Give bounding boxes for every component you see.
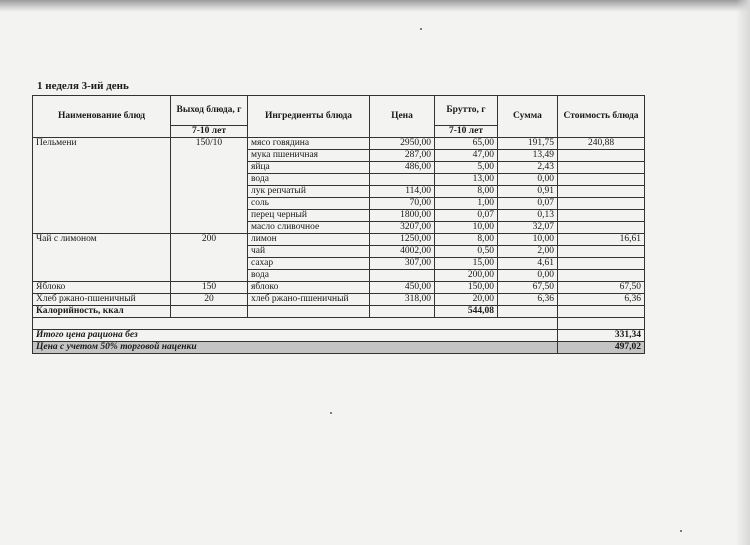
- scan-speck: [330, 412, 332, 414]
- ingredient-sum: 6,36: [498, 294, 558, 306]
- table-row: [33, 294, 645, 306]
- dish-cost: [558, 222, 645, 234]
- ingredient-gross: 15,00: [435, 258, 498, 270]
- ingredient-price: 318,00: [370, 294, 435, 306]
- empty-cell: [33, 318, 558, 330]
- calorie-label: Калорийность, ккал: [33, 306, 171, 318]
- ingredient-name: соль: [248, 198, 370, 210]
- ingredient-gross: 0,07: [435, 210, 498, 222]
- table-row: [33, 138, 645, 150]
- menu-cost-table: [32, 95, 645, 354]
- dish-cost: [558, 186, 645, 198]
- ingredient-name: перец черный: [248, 210, 370, 222]
- markup-value: 497,02: [558, 342, 645, 354]
- col-header-dish: Наименование блюд: [33, 96, 171, 138]
- table-body: [33, 138, 645, 354]
- dish-name: Пельмени: [33, 138, 171, 234]
- empty-cell: [248, 306, 370, 318]
- ingredient-name: мясо говядина: [248, 138, 370, 150]
- total-label: Итого цена рациона без: [33, 330, 558, 342]
- ingredient-gross: 150,00: [435, 282, 498, 294]
- ingredient-price: 287,00: [370, 150, 435, 162]
- scan-top-shadow: [0, 0, 750, 12]
- dish-name: Яблоко: [33, 282, 171, 294]
- ingredient-price: 2950,00: [370, 138, 435, 150]
- age-group-yield: 7-10 лет: [171, 126, 248, 138]
- ingredient-gross: 20,00: [435, 294, 498, 306]
- ingredient-sum: 191,75: [498, 138, 558, 150]
- ingredient-price: 1250,00: [370, 234, 435, 246]
- markup-row: [33, 342, 645, 354]
- empty-cell: [370, 306, 435, 318]
- ingredient-name: вода: [248, 174, 370, 186]
- ingredient-gross: 65,00: [435, 138, 498, 150]
- ingredient-name: чай: [248, 246, 370, 258]
- dish-cost: [558, 246, 645, 258]
- ingredient-gross: 10,00: [435, 222, 498, 234]
- ingredient-name: лимон: [248, 234, 370, 246]
- ingredient-sum: 10,00: [498, 234, 558, 246]
- dish-cost: 16,61: [558, 234, 645, 246]
- col-header-yield: Выход блюда, г: [171, 96, 248, 126]
- ingredient-gross: 5,00: [435, 162, 498, 174]
- dish-yield: 150: [171, 282, 248, 294]
- empty-cell: [498, 306, 558, 318]
- ingredient-sum: 0,91: [498, 186, 558, 198]
- dish-name: Хлеб ржано-пшеничный: [33, 294, 171, 306]
- ingredient-sum: 4,61: [498, 258, 558, 270]
- dish-yield: 150/10: [171, 138, 248, 234]
- ingredient-gross: 1,00: [435, 198, 498, 210]
- ingredient-sum: 0,00: [498, 174, 558, 186]
- ingredient-name: лук репчатый: [248, 186, 370, 198]
- ingredient-gross: 13,00: [435, 174, 498, 186]
- ingredient-sum: 2,00: [498, 246, 558, 258]
- dish-cost: [558, 270, 645, 282]
- page-heading: 1 неделя 3-ий день: [37, 80, 129, 92]
- dish-yield: 200: [171, 234, 248, 282]
- col-header-price: Цена: [370, 96, 435, 138]
- ingredient-price: 3207,00: [370, 222, 435, 234]
- ingredient-gross: 200,00: [435, 270, 498, 282]
- ingredient-sum: 13,49: [498, 150, 558, 162]
- table-row: [33, 234, 645, 246]
- col-header-ingredients: Ингредиенты блюда: [248, 96, 370, 138]
- ingredient-price: 1800,00: [370, 210, 435, 222]
- ingredient-sum: 0,07: [498, 198, 558, 210]
- empty-cell: [171, 306, 248, 318]
- ingredient-sum: 2,43: [498, 162, 558, 174]
- dish-cost: 240,88: [558, 138, 645, 150]
- dish-cost: [558, 198, 645, 210]
- ingredient-price: [370, 174, 435, 186]
- dish-cost: [558, 258, 645, 270]
- table-header-row: [33, 96, 645, 126]
- total-row: [33, 330, 645, 342]
- dish-cost: 67,50: [558, 282, 645, 294]
- ingredient-price: 4002,00: [370, 246, 435, 258]
- total-value: 331,34: [558, 330, 645, 342]
- spacer-row: [33, 318, 645, 330]
- calorie-value: 544,08: [435, 306, 498, 318]
- ingredient-name: яйца: [248, 162, 370, 174]
- table-row: [33, 282, 645, 294]
- ingredient-name: сахар: [248, 258, 370, 270]
- ingredient-price: 307,00: [370, 258, 435, 270]
- ingredient-name: масло сливочное: [248, 222, 370, 234]
- dish-yield: 20: [171, 294, 248, 306]
- ingredient-sum: 0,00: [498, 270, 558, 282]
- ingredient-price: [370, 270, 435, 282]
- ingredient-gross: 8,00: [435, 186, 498, 198]
- ingredient-price: 70,00: [370, 198, 435, 210]
- ingredient-gross: 47,00: [435, 150, 498, 162]
- ingredient-gross: 0,50: [435, 246, 498, 258]
- scan-speck: [680, 530, 682, 532]
- dish-cost: [558, 150, 645, 162]
- scan-speck: [420, 28, 422, 30]
- dish-cost: 6,36: [558, 294, 645, 306]
- ingredient-price: 486,00: [370, 162, 435, 174]
- scan-right-shadow: [736, 0, 750, 545]
- ingredient-price: 450,00: [370, 282, 435, 294]
- calorie-row: [33, 306, 645, 318]
- ingredient-gross: 8,00: [435, 234, 498, 246]
- ingredient-name: вода: [248, 270, 370, 282]
- col-header-sum: Сумма: [498, 96, 558, 138]
- ingredient-name: мука пшеничная: [248, 150, 370, 162]
- dish-name: Чай с лимоном: [33, 234, 171, 282]
- empty-cell: [558, 318, 645, 330]
- dish-cost: [558, 174, 645, 186]
- age-group-gross: 7-10 лет: [435, 126, 498, 138]
- ingredient-sum: 0,13: [498, 210, 558, 222]
- ingredient-name: яблоко: [248, 282, 370, 294]
- col-header-gross: Брутто, г: [435, 96, 498, 126]
- dish-cost: [558, 162, 645, 174]
- empty-cell: [558, 306, 645, 318]
- col-header-cost: Стоимость блюда: [558, 96, 645, 138]
- dish-cost: [558, 210, 645, 222]
- ingredient-name: хлеб ржано-пшеничный: [248, 294, 370, 306]
- ingredient-sum: 67,50: [498, 282, 558, 294]
- markup-label: Цена с учетом 50% торговой наценки: [33, 342, 558, 354]
- ingredient-sum: 32,07: [498, 222, 558, 234]
- ingredient-price: 114,00: [370, 186, 435, 198]
